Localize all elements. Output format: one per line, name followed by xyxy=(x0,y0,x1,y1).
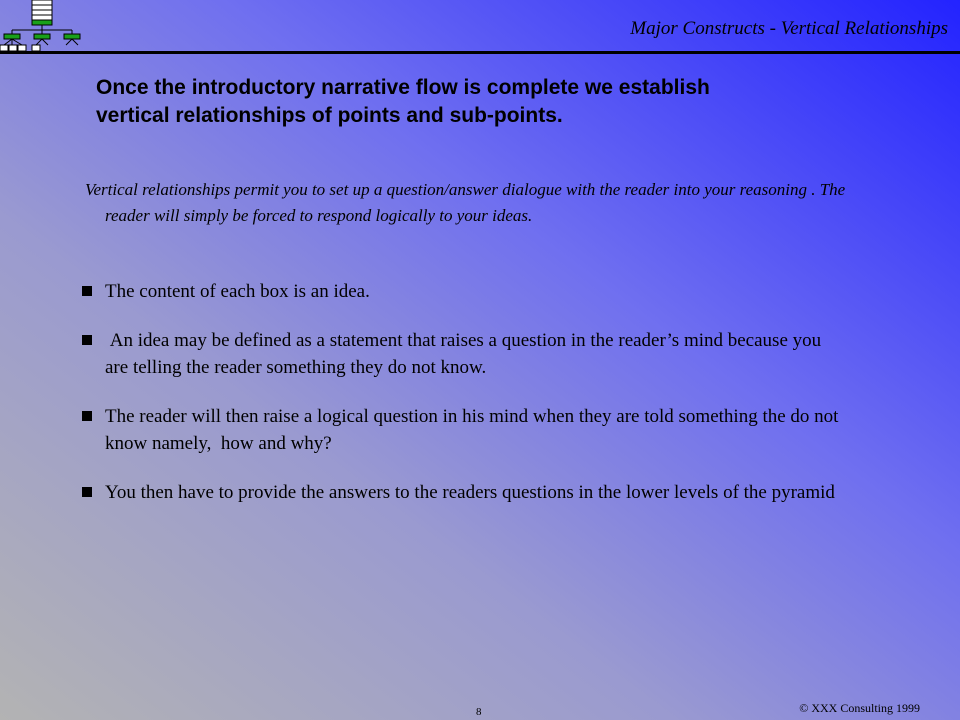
slide-headline xyxy=(96,74,916,130)
square-bullet-icon xyxy=(82,487,92,497)
square-bullet-icon xyxy=(82,335,92,345)
page-number: 8 xyxy=(476,706,482,718)
headline-line-2: vertical relationships of points and sub-points. xyxy=(96,104,563,127)
square-bullet-icon xyxy=(82,411,92,421)
bullet-text: An idea may be defined as a statement that raises a question in the reader’s mind because you are telling the reader something they do not know. xyxy=(105,330,826,378)
headline-line-1: Once the introductory narrative flow is complete we establish xyxy=(96,76,710,99)
bullet-text: You then have to provide the answers to the readers questions in the lower levels of the pyramid xyxy=(105,482,835,503)
header-divider xyxy=(0,51,960,54)
square-bullet-icon xyxy=(82,286,92,296)
copyright-notice: © XXX Consulting 1999 xyxy=(799,701,920,715)
intro-paragraph: Vertical relationships permit you to set up a question/answer dialogue with the reader into your reasoning . The reader will simply be forced to respond logically to your ideas. xyxy=(85,180,846,225)
bullet-item xyxy=(80,327,840,381)
bullet-text: The content of each box is an idea. xyxy=(105,281,370,302)
bullet-list xyxy=(80,278,844,528)
bullet-text: The reader will then raise a logical question in his mind when they are told something the do not know namely, how and why? xyxy=(105,406,844,454)
bullet-item xyxy=(80,479,840,506)
bullet-item xyxy=(80,403,844,457)
bullet-item xyxy=(80,278,840,305)
slide-section-title: Major Constructs - Vertical Relationships xyxy=(630,18,948,39)
pyramid-hierarchy-icon xyxy=(0,0,90,56)
